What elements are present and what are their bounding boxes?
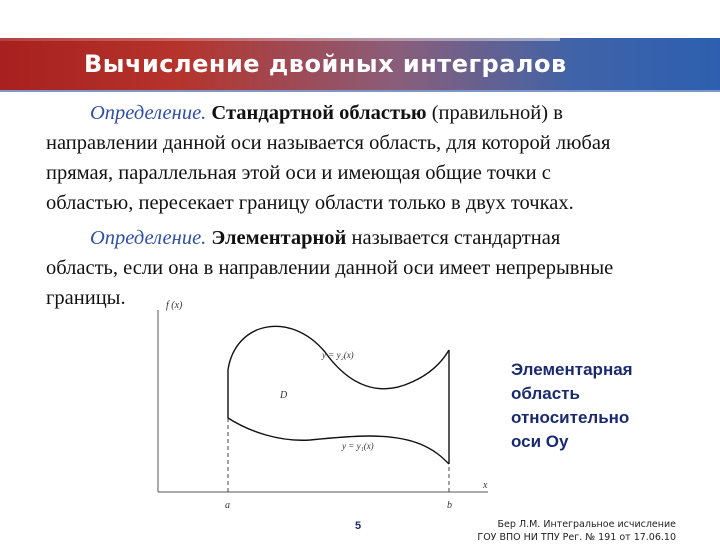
x-axis-label: x	[483, 480, 488, 491]
caption-line4: оси Оу	[511, 432, 569, 451]
title-bottom-accent	[0, 90, 720, 92]
definition1-line2: направлении данной оси называется область, для которой любая	[46, 132, 611, 154]
definition2-term: Элементарной	[211, 227, 347, 249]
definition1-line4: областью, пересекает границу области только в двух точках.	[46, 192, 574, 214]
figure-caption	[511, 358, 633, 454]
b-label: b	[447, 500, 452, 511]
title-bar	[0, 38, 720, 92]
definition1-line1	[46, 98, 714, 128]
title-top-accent	[0, 38, 560, 41]
upper-curve-label: y = y₂(x)	[322, 350, 354, 360]
region-figure	[150, 292, 500, 527]
y-axis-label: f (x)	[166, 300, 183, 311]
footer-line2: ГОУ ВПО НИ ТПУ Рег. № 191 от 17.06.10	[477, 532, 676, 543]
definition2-line1-rest: называется стандартная	[351, 227, 561, 249]
region-diagram	[150, 292, 500, 522]
footer-credit	[477, 518, 676, 544]
caption-line2: область	[511, 384, 580, 403]
definition2-line2: область, если она в направлении данной оси имеет непрерывные	[46, 257, 614, 279]
page-number: 5	[355, 520, 362, 532]
slide-title: Вычисление двойных интегралов	[84, 50, 567, 78]
definition1-term: Стандартной областью	[211, 102, 427, 124]
definition1-label: Определение.	[90, 102, 207, 124]
region-label: D	[280, 390, 288, 401]
lower-curve-label: y = y₁(x)	[342, 441, 374, 451]
definition1-line1-rest: (правильной) в	[431, 102, 563, 124]
caption-line1: Элементарная	[511, 360, 633, 379]
caption-line3: относительно	[511, 408, 630, 427]
definition2-line3: границы.	[46, 287, 126, 309]
definition2-label: Определение.	[90, 227, 207, 249]
definition2-line1	[46, 223, 714, 253]
footer-line1: Бер Л.М. Интегральное исчисление	[497, 519, 676, 530]
lower-boundary-curve	[228, 418, 449, 464]
definition-standard-region	[46, 98, 714, 218]
definition1-line3: прямая, параллельная этой оси и имеющая общие точки с	[46, 162, 551, 184]
a-label: a	[225, 500, 230, 511]
